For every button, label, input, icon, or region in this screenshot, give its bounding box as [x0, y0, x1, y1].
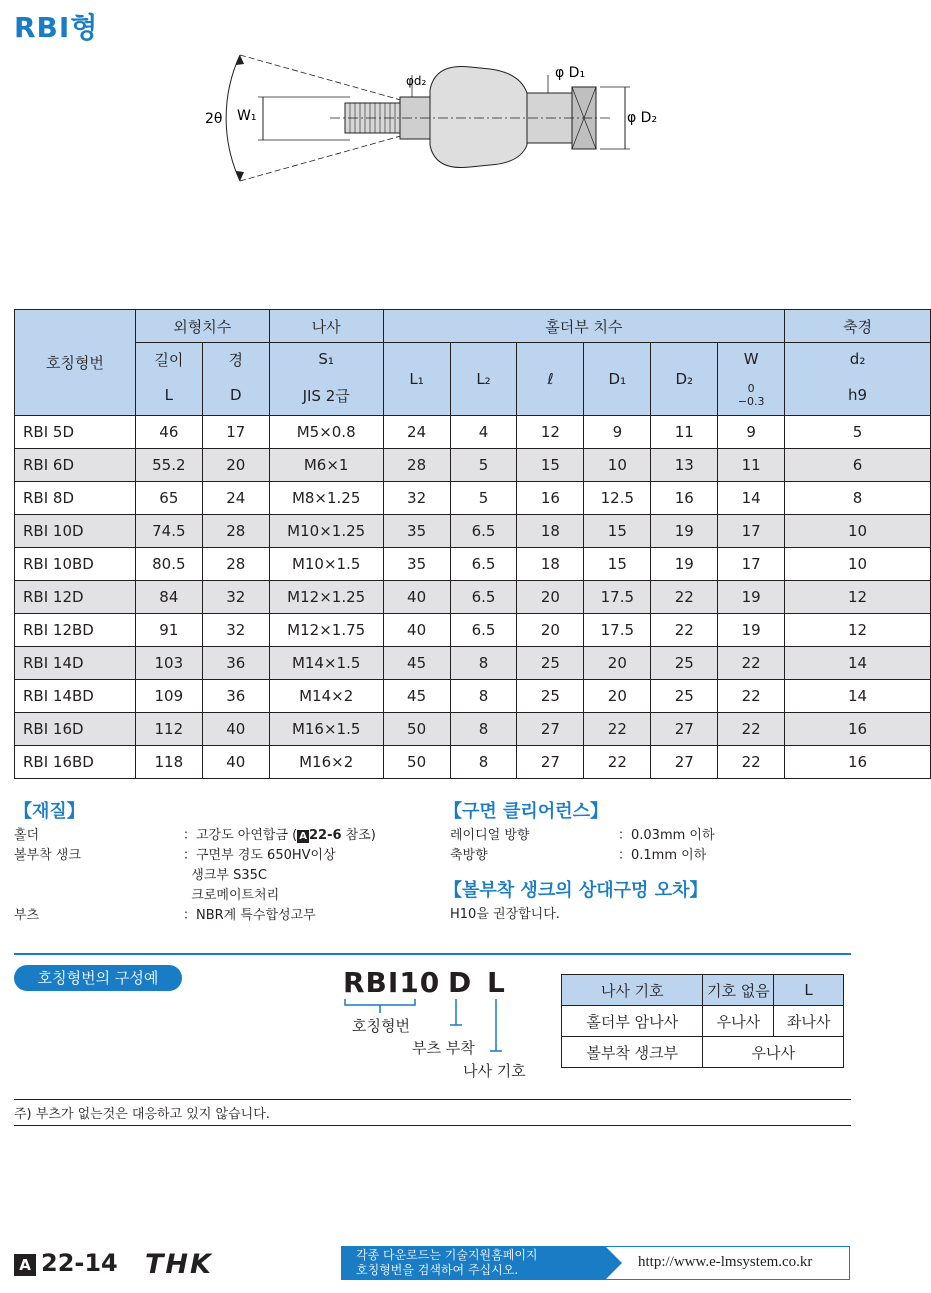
divider — [14, 953, 851, 955]
value-cell: 15 — [584, 548, 651, 581]
model-cell: RBI 8D — [15, 482, 136, 515]
value-cell: 19 — [651, 515, 718, 548]
value-cell: 8 — [450, 680, 517, 713]
value-cell: 20 — [517, 614, 584, 647]
value-cell: 36 — [202, 680, 269, 713]
table-row — [15, 449, 931, 482]
thread-h2: 기호 없음 — [703, 975, 774, 1006]
value-cell: 19 — [718, 581, 785, 614]
value-cell: 91 — [135, 614, 202, 647]
header-length-sym: L — [135, 376, 202, 416]
value-cell: 27 — [651, 713, 718, 746]
value-cell: 12.5 — [584, 482, 651, 515]
hole-tol-text: H10을 권장합니다. — [450, 907, 560, 922]
thread-r1-label: 홀더부 암나사 — [562, 1006, 703, 1037]
value-cell: 12 — [785, 581, 931, 614]
value-cell: 6.5 — [450, 614, 517, 647]
header-outer: 외형치수 — [135, 310, 269, 343]
value-cell: 118 — [135, 746, 202, 779]
note-bottom-line — [14, 1125, 851, 1126]
header-jis: JIS 2급 — [269, 376, 383, 416]
value-cell: 17.5 — [584, 581, 651, 614]
value-cell: 65 — [135, 482, 202, 515]
label-d2: φd₂ — [406, 74, 427, 88]
header-holder: 홀더부 치수 — [383, 310, 785, 343]
value-cell: 6.5 — [450, 548, 517, 581]
code-d: D — [448, 966, 472, 999]
value-cell: 27 — [651, 746, 718, 779]
value-cell: 11 — [651, 416, 718, 449]
model-cell: RBI 6D — [15, 449, 136, 482]
value-cell: 6.5 — [450, 581, 517, 614]
value-cell: 27 — [517, 713, 584, 746]
value-cell: 8 — [450, 746, 517, 779]
value-cell: 15 — [517, 449, 584, 482]
material-title: 【재질】 — [14, 801, 85, 822]
code-label-thread: 나사 기호 — [463, 1062, 526, 1080]
value-cell: 20 — [584, 647, 651, 680]
spec-table-body — [15, 416, 931, 779]
value-cell: 17 — [718, 548, 785, 581]
header-d2: d₂ — [785, 343, 931, 376]
value-cell: 19 — [651, 548, 718, 581]
thread-h1: 나사 기호 — [562, 975, 703, 1006]
value-cell: 16 — [785, 746, 931, 779]
page-number: 22-14 — [41, 1249, 118, 1277]
value-cell: 16 — [651, 482, 718, 515]
header-dia: 경 — [202, 343, 269, 376]
value-cell: 45 — [383, 680, 450, 713]
header-thread: 나사 — [269, 310, 383, 343]
value-cell: 17 — [718, 515, 785, 548]
note: 주) 부츠가 없는것은 대응하고 있지 않습니다. — [14, 1107, 270, 1122]
table-row — [15, 515, 931, 548]
header-length: 길이 — [135, 343, 202, 376]
value-cell: 14 — [785, 680, 931, 713]
table-row — [15, 746, 931, 779]
model-cell: RBI 5D — [15, 416, 136, 449]
holder-label: 홀더 — [14, 828, 40, 843]
value-cell: 50 — [383, 713, 450, 746]
table-row — [15, 713, 931, 746]
value-cell: M10×1.25 — [269, 515, 383, 548]
brand-logo: THK — [145, 1249, 213, 1280]
code-main: RBI10 — [343, 966, 441, 999]
shank-label: 볼부착 생크 — [14, 848, 81, 863]
value-cell: 40 — [383, 614, 450, 647]
table-row — [15, 482, 931, 515]
value-cell: 50 — [383, 746, 450, 779]
value-cell: 9 — [584, 416, 651, 449]
value-cell: 40 — [202, 746, 269, 779]
value-cell: M5×0.8 — [269, 416, 383, 449]
value-cell: M14×1.5 — [269, 647, 383, 680]
header-model: 호칭형번 — [15, 310, 136, 416]
axial-label: 축방향 — [450, 848, 488, 863]
footer-url-link[interactable]: http://www.e-lmsystem.co.kr — [638, 1254, 813, 1270]
code-label-boot: 부츠 부착 — [412, 1039, 475, 1057]
value-cell: 8 — [450, 713, 517, 746]
value-cell: 20 — [584, 680, 651, 713]
holder-value — [183, 826, 376, 846]
value-cell: 20 — [517, 581, 584, 614]
label-D1: φ D₁ — [555, 65, 586, 81]
holder-value-pre: ：고강도 아연합금 ( — [183, 828, 298, 843]
value-cell: 25 — [651, 647, 718, 680]
clearance-title: 【구면 클리어런스】 — [444, 801, 608, 822]
value-cell: M12×1.25 — [269, 581, 383, 614]
model-cell: RBI 10D — [15, 515, 136, 548]
holder-value-post: 참조) — [341, 828, 376, 843]
value-cell: 9 — [718, 416, 785, 449]
table-row — [15, 581, 931, 614]
value-cell: 10 — [785, 548, 931, 581]
value-cell: 45 — [383, 647, 450, 680]
shank-value: ：구면부 경도 650HV이상 생크부 S35C 크로메이트처리 — [183, 848, 336, 903]
value-cell: M6×1 — [269, 449, 383, 482]
value-cell: 55.2 — [135, 449, 202, 482]
label-D2: φ D₂ — [627, 110, 658, 126]
value-cell: M16×1.5 — [269, 713, 383, 746]
model-cell: RBI 14D — [15, 647, 136, 680]
model-cell: RBI 12BD — [15, 614, 136, 647]
value-cell: 6.5 — [450, 515, 517, 548]
value-cell: 74.5 — [135, 515, 202, 548]
value-cell: 24 — [383, 416, 450, 449]
value-cell: 18 — [517, 515, 584, 548]
value-cell: 10 — [785, 515, 931, 548]
ref-badge: A — [299, 831, 307, 842]
table-row — [15, 614, 931, 647]
value-cell: 22 — [584, 713, 651, 746]
value-cell: 6 — [785, 449, 931, 482]
value-cell: 32 — [383, 482, 450, 515]
value-cell: 109 — [135, 680, 202, 713]
header-shaft: 축경 — [785, 310, 931, 343]
footer-badge: A — [14, 1254, 36, 1276]
table-row — [15, 680, 931, 713]
value-cell: 13 — [651, 449, 718, 482]
header-s1: S₁ — [269, 343, 383, 376]
header-dia-sym: D — [202, 376, 269, 416]
value-cell: 8 — [450, 647, 517, 680]
rod-end-diagram — [190, 45, 690, 195]
header-w: W — [718, 343, 785, 376]
value-cell: 112 — [135, 713, 202, 746]
table-row — [15, 647, 931, 680]
thread-r2-label: 볼부착 생크부 — [562, 1037, 703, 1068]
code-label-model: 호칭형번 — [352, 1017, 410, 1035]
header-D2: D₂ — [651, 343, 718, 416]
table-row — [15, 548, 931, 581]
value-cell: 22 — [651, 614, 718, 647]
thread-r1-v1: 우나사 — [703, 1006, 774, 1037]
value-cell: 28 — [383, 449, 450, 482]
value-cell: 4 — [450, 416, 517, 449]
value-cell: 5 — [450, 449, 517, 482]
value-cell: 22 — [584, 746, 651, 779]
value-cell: 22 — [651, 581, 718, 614]
value-cell: 25 — [651, 680, 718, 713]
thread-r1-v2: 좌나사 — [774, 1006, 844, 1037]
header-h9: h9 — [785, 376, 931, 416]
arrow-icon — [606, 1247, 622, 1279]
holder-ref: 22-6 — [309, 828, 342, 843]
value-cell: 84 — [135, 581, 202, 614]
thread-r2-v: 우나사 — [703, 1037, 844, 1068]
value-cell: 80.5 — [135, 548, 202, 581]
value-cell: 24 — [202, 482, 269, 515]
header-ell: ℓ — [517, 343, 584, 416]
thread-table — [561, 974, 844, 1068]
w-tol-bottom: −0.3 — [737, 395, 765, 409]
value-cell: 16 — [785, 713, 931, 746]
value-cell: 28 — [202, 515, 269, 548]
code-example-pill: 호칭형번의 구성예 — [14, 965, 182, 991]
value-cell: 20 — [202, 449, 269, 482]
value-cell: 15 — [584, 515, 651, 548]
value-cell: 103 — [135, 647, 202, 680]
footer-info-box — [341, 1246, 850, 1280]
value-cell: 32 — [202, 581, 269, 614]
value-cell: 14 — [785, 647, 931, 680]
boot-label: 부츠 — [14, 908, 40, 923]
thread-h3: L — [774, 975, 844, 1006]
value-cell: 22 — [718, 647, 785, 680]
value-cell: 19 — [718, 614, 785, 647]
header-l1: L₁ — [383, 343, 450, 416]
value-cell: 22 — [718, 680, 785, 713]
value-cell: 35 — [383, 548, 450, 581]
value-cell: M16×2 — [269, 746, 383, 779]
label-w1: W₁ — [237, 108, 257, 124]
value-cell: 22 — [718, 713, 785, 746]
footer-info — [342, 1247, 606, 1279]
value-cell: 36 — [202, 647, 269, 680]
value-cell: 12 — [517, 416, 584, 449]
value-cell: 35 — [383, 515, 450, 548]
value-cell: 25 — [517, 647, 584, 680]
axial-value: ：0.1mm 이하 — [618, 848, 707, 863]
value-cell: M10×1.5 — [269, 548, 383, 581]
hole-tol-title: 【볼부착 생크의 상대구멍 오차】 — [444, 880, 708, 901]
radial-label: 레이디얼 방향 — [450, 828, 530, 843]
value-cell: 28 — [202, 548, 269, 581]
w-tol-top: 0 — [747, 382, 755, 396]
value-cell: 18 — [517, 548, 584, 581]
value-cell: 17.5 — [584, 614, 651, 647]
footer-info-line2: 호칭형번을 검색하여 주십시오. — [356, 1263, 519, 1277]
header-l2: L₂ — [450, 343, 517, 416]
value-cell: 17 — [202, 416, 269, 449]
value-cell: 40 — [383, 581, 450, 614]
value-cell: 12 — [785, 614, 931, 647]
footer-info-line1: 각종 다운로드는 기술지원홈페이지 — [356, 1248, 538, 1262]
note-top-line — [14, 1099, 851, 1100]
model-cell: RBI 16BD — [15, 746, 136, 779]
value-cell: 40 — [202, 713, 269, 746]
code-l: L — [487, 966, 505, 999]
value-cell: 8 — [785, 482, 931, 515]
model-cell: RBI 16D — [15, 713, 136, 746]
header-d1: D₁ — [584, 343, 651, 416]
model-cell: RBI 14BD — [15, 680, 136, 713]
value-cell: M12×1.75 — [269, 614, 383, 647]
value-cell: 11 — [718, 449, 785, 482]
value-cell: 14 — [718, 482, 785, 515]
value-cell: 46 — [135, 416, 202, 449]
model-cell: RBI 10BD — [15, 548, 136, 581]
value-cell: 16 — [517, 482, 584, 515]
table-row — [15, 416, 931, 449]
label-2theta: 2θ — [205, 111, 223, 127]
header-w-tol — [718, 376, 785, 416]
spec-table — [14, 309, 931, 779]
value-cell: 22 — [718, 746, 785, 779]
value-cell: 27 — [517, 746, 584, 779]
value-cell: 32 — [202, 614, 269, 647]
value-cell: 25 — [517, 680, 584, 713]
value-cell: M14×2 — [269, 680, 383, 713]
model-cell: RBI 12D — [15, 581, 136, 614]
radial-value: ：0.03mm 이하 — [618, 828, 715, 843]
value-cell: M8×1.25 — [269, 482, 383, 515]
value-cell: 10 — [584, 449, 651, 482]
boot-value: ：NBR계 특수합성고무 — [183, 908, 316, 923]
page-title: RBI형 — [14, 11, 99, 44]
value-cell: 5 — [785, 416, 931, 449]
value-cell: 5 — [450, 482, 517, 515]
